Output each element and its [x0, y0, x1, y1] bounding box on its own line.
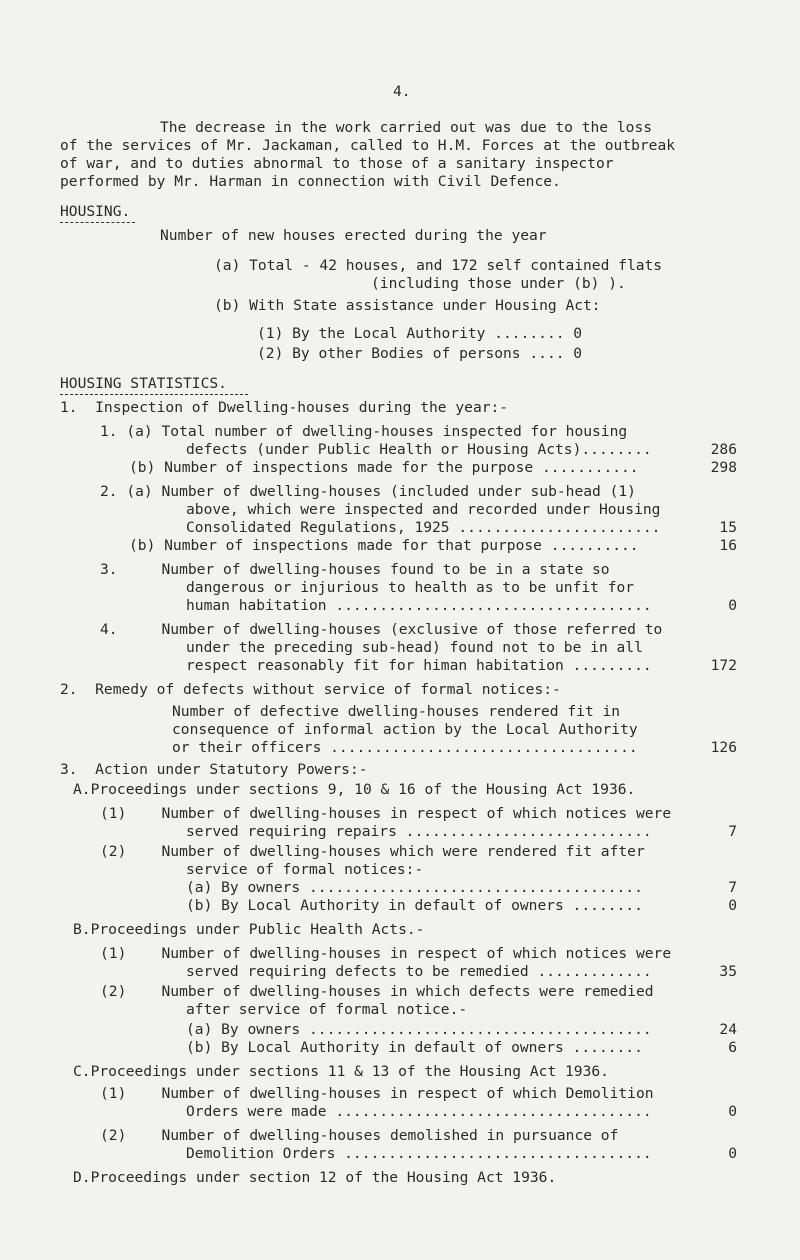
intro-line-3: of war, and to duties abnormal to those of a sanitary inspector	[60, 155, 614, 172]
section-b-heading: B.Proceedings under Public Health Acts.-	[73, 921, 425, 938]
item-3-line3: human habitation ....................................	[186, 597, 652, 614]
item-2a-line2: above, which were inspected and recorded under Housing	[186, 501, 661, 518]
b2b-line: (b) By Local Authority in default of owners ........	[186, 1039, 643, 1056]
section-a-heading: A.Proceedings under sections 9, 10 & 16 of the Housing Act 1936.	[73, 781, 636, 798]
c2-value: 0	[728, 1145, 737, 1162]
item-2a-line3: Consolidated Regulations, 1925 .......................	[186, 519, 661, 536]
intro-line-1: The decrease in the work carried out was due to the loss	[160, 119, 653, 136]
remedy-value: 126	[710, 739, 737, 756]
housing-b-line: (b) With State assistance under Housing Act:	[214, 297, 601, 314]
b1-line2: served requiring defects to be remedied .............	[186, 963, 652, 980]
b1-value: 35	[719, 963, 737, 980]
housing-a-line2: (including those under (b) ).	[371, 275, 626, 292]
c1-line1: (1) Number of dwelling-houses in respect of which Demolition	[100, 1085, 654, 1102]
b2-line1: (2) Number of dwelling-houses in which defects were remedied	[100, 983, 654, 1000]
item-3-line1: 3. Number of dwelling-houses found to be in a state so	[100, 561, 610, 578]
section-c-heading: C.Proceedings under sections 11 & 13 of the Housing Act 1936.	[73, 1063, 609, 1080]
b1-line1: (1) Number of dwelling-houses in respect of which notices were	[100, 945, 672, 962]
remedy-line1: Number of defective dwelling-houses rendered fit in	[172, 703, 621, 720]
b2-line2: after service of formal notice.-	[186, 1001, 468, 1018]
b2a-line: (a) By owners .......................................	[186, 1021, 652, 1038]
a1-value: 7	[728, 823, 737, 840]
housing-subheading: Number of new houses erected during the year	[160, 227, 547, 244]
housing-heading-underline	[60, 222, 135, 223]
a2b-line: (b) By Local Authority in default of owners ........	[186, 897, 643, 914]
item-2a-line1: 2. (a) Number of dwelling-houses (included under sub-head (1)	[100, 483, 636, 500]
page-number: 4.	[393, 83, 411, 100]
stats-heading: HOUSING STATISTICS.	[60, 375, 227, 392]
item-3-line2: dangerous or injurious to health as to be unfit for	[186, 579, 635, 596]
housing-a-line1: (a) Total - 42 houses, and 172 self contained flats	[214, 257, 663, 274]
c2-line1: (2) Number of dwelling-houses demolished in pursuance of	[100, 1127, 619, 1144]
c1-value: 0	[728, 1103, 737, 1120]
a2a-value: 7	[728, 879, 737, 896]
intro-line-2: of the services of Mr. Jackaman, called to H.M. Forces at the outbreak	[60, 137, 676, 154]
c1-line2: Orders were made ....................................	[186, 1103, 652, 1120]
housing-b2: (2) By other Bodies of persons .... 0	[257, 345, 583, 362]
section-1-heading: 1. Inspection of Dwelling-houses during the year:-	[60, 399, 509, 416]
item-4-line3: respect reasonably fit for himan habitation .........	[186, 657, 652, 674]
remedy-line3: or their officers ...................................	[172, 739, 638, 756]
a1-line2: served requiring repairs ............................	[186, 823, 652, 840]
housing-heading: HOUSING.	[60, 203, 131, 220]
item-2b-value: 16	[719, 537, 737, 554]
item-4-value: 172	[710, 657, 737, 674]
item-1b-value: 298	[710, 459, 737, 476]
b2b-value: 6	[728, 1039, 737, 1056]
section-3-heading: 3. Action under Statutory Powers:-	[60, 761, 368, 778]
item-1a-value: 286	[710, 441, 737, 458]
item-1a-line1: 1. (a) Total number of dwelling-houses inspected for housing	[100, 423, 628, 440]
a2a-line: (a) By owners ......................................	[186, 879, 643, 896]
remedy-line2: consequence of informal action by the Local Authority	[172, 721, 638, 738]
housing-b1: (1) By the Local Authority ........ 0	[257, 325, 583, 342]
stats-heading-underline	[60, 394, 248, 395]
item-1a-line2: defects (under Public Health or Housing Acts)........	[186, 441, 652, 458]
item-2a-value: 15	[719, 519, 737, 536]
item-1b-line: (b) Number of inspections made for the purpose ...........	[129, 459, 639, 476]
section-d-heading: D.Proceedings under section 12 of the Housing Act 1936.	[73, 1169, 557, 1186]
item-3-value: 0	[728, 597, 737, 614]
intro-line-4: performed by Mr. Harman in connection with Civil Defence.	[60, 173, 561, 190]
a1-line1: (1) Number of dwelling-houses in respect of which notices were	[100, 805, 672, 822]
item-4-line1: 4. Number of dwelling-houses (exclusive of those referred to	[100, 621, 663, 638]
b2a-value: 24	[719, 1021, 737, 1038]
a2b-value: 0	[728, 897, 737, 914]
section-2-heading: 2. Remedy of defects without service of formal notices:-	[60, 681, 561, 698]
a2-line1: (2) Number of dwelling-houses which were rendered fit after	[100, 843, 645, 860]
a2-line2: service of formal notices:-	[186, 861, 424, 878]
item-2b-line: (b) Number of inspections made for that purpose ..........	[129, 537, 639, 554]
c2-line2: Demolition Orders ...................................	[186, 1145, 652, 1162]
item-4-line2: under the preceding sub-head) found not to be in all	[186, 639, 643, 656]
